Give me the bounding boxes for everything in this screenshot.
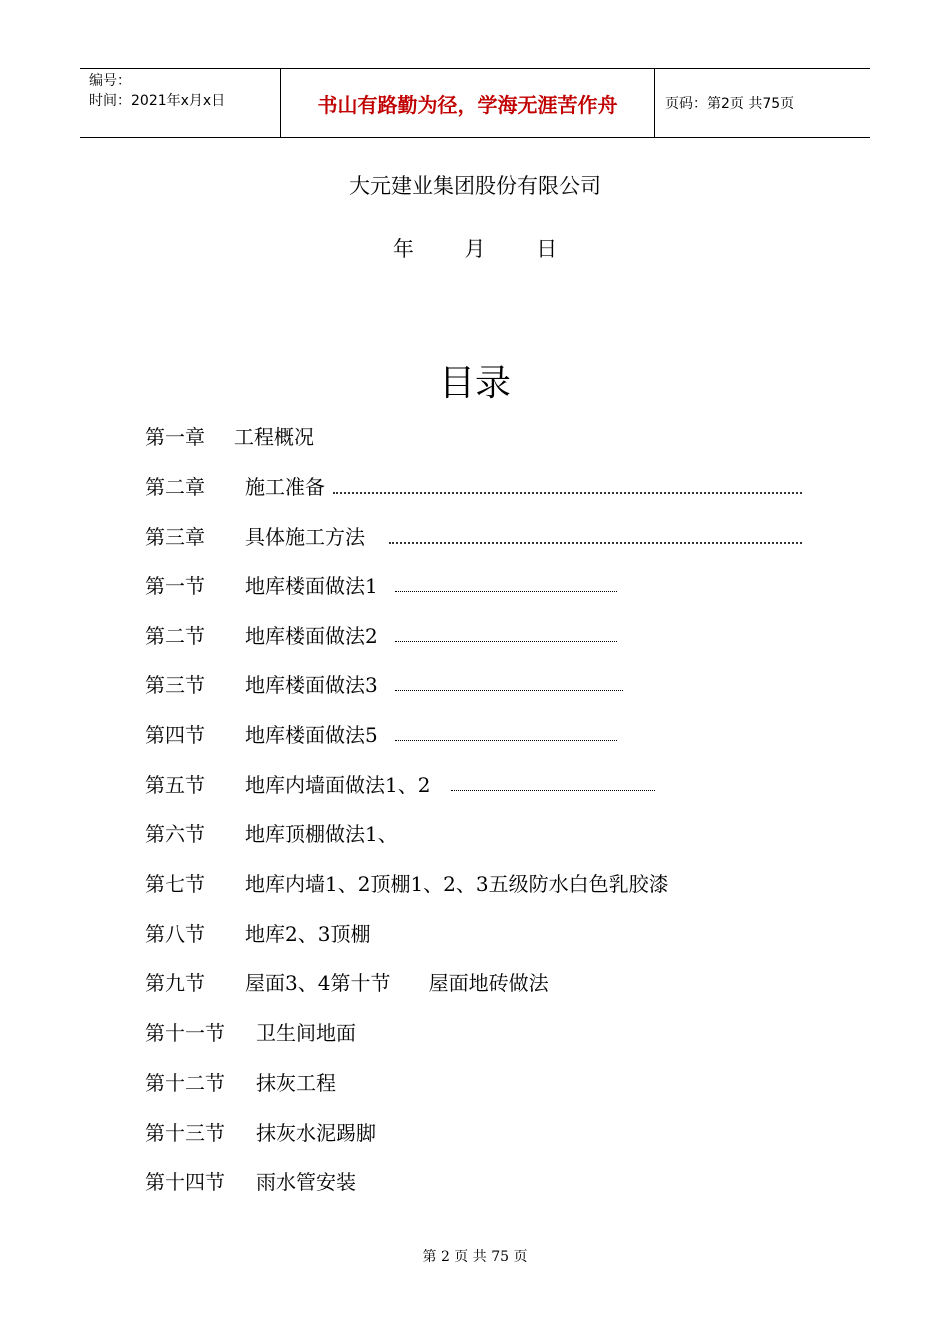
header-page-info: 页码：第2页 共75页 (665, 96, 795, 112)
date-line (0, 233, 950, 263)
date-year: 年 (392, 237, 414, 261)
toc-entry-label: 第十一节 (145, 1021, 225, 1045)
toc-entry-title: 具体施工方法 (245, 525, 365, 549)
toc-entry-title: 地库内墙面做法1、2 (245, 773, 431, 797)
toc-entry-label: 第八节 (145, 922, 205, 946)
toc-entry-title: 施工准备 (245, 475, 325, 499)
toc-entry-title: 屋面3、4第十节 屋面地砖做法 (245, 971, 549, 995)
toc-entry-title: 地库楼面做法5 (245, 723, 378, 747)
toc-entry-label: 第一节 (145, 574, 205, 598)
page-footer: 第 2 页 共 75 页 (422, 1249, 528, 1265)
toc-entry-title: 地库楼面做法1 (245, 574, 378, 598)
header-meta (80, 69, 281, 137)
time-label: 时间：2021年x月x日 (89, 93, 226, 109)
toc-entry-label: 第十二节 (145, 1071, 225, 1095)
toc-entry-title: 雨水管安装 (256, 1170, 356, 1194)
toc-entry-label: 第六节 (145, 822, 205, 846)
toc-entry-title: 地库2、3顶棚 (245, 922, 371, 946)
toc-leader (395, 690, 623, 691)
toc-entry-label: 第九节 (145, 971, 205, 995)
toc-entry-title: 工程概况 (234, 425, 314, 449)
date-day: 日 (536, 237, 558, 261)
toc-entry-label: 第二章 (145, 475, 205, 499)
number-label: 编号： (89, 73, 131, 89)
toc-entry-label: 第二节 (145, 624, 205, 648)
toc-entry-label: 第七节 (145, 872, 205, 896)
toc-entry-label: 第一章 (145, 425, 205, 449)
page-header (80, 68, 870, 138)
company-name: 大元建业集团股份有限公司 (349, 174, 601, 198)
toc-entry-title: 地库楼面做法2 (245, 624, 378, 648)
toc-entry-title: 抹灰水泥踢脚 (256, 1121, 376, 1145)
toc-title: 目录 (438, 363, 511, 404)
toc-entry-title: 抹灰工程 (256, 1071, 336, 1095)
toc-leader (395, 591, 617, 592)
toc-leader (333, 492, 802, 494)
toc-entry-title: 地库顶棚做法1、 (245, 822, 398, 846)
toc-entry-label: 第三章 (145, 525, 205, 549)
toc-entry-label: 第四节 (145, 723, 205, 747)
toc-entry-label: 第五节 (145, 773, 205, 797)
toc-entry-title: 卫生间地面 (256, 1021, 356, 1045)
toc-entry-title: 地库内墙1、2顶棚1、2、3五级防水白色乳胶漆 (245, 872, 669, 896)
toc-entry-label: 第三节 (145, 673, 205, 697)
toc-leader (389, 542, 802, 544)
toc-entry-label: 第十三节 (145, 1121, 225, 1145)
toc-leader (395, 740, 617, 741)
toc-leader (451, 790, 655, 791)
date-month: 月 (464, 237, 486, 261)
toc-leader (395, 641, 617, 642)
header-motto: 书山有路勤为径，学海无涯苦作舟 (281, 69, 655, 137)
toc-entry-label: 第十四节 (145, 1170, 225, 1194)
toc-entry-title: 地库楼面做法3 (245, 673, 378, 697)
